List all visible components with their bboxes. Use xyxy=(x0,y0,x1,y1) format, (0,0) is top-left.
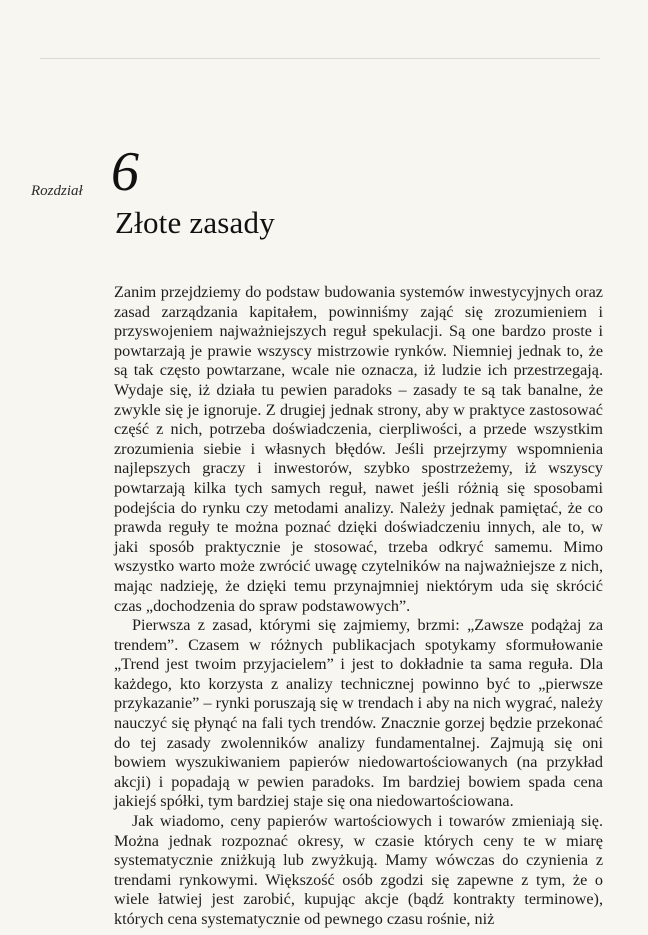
chapter-number: 6 xyxy=(111,141,139,203)
chapter-body xyxy=(114,283,603,930)
paragraph-3: Jak wiadomo, ceny papierów wartościowych i towarów zmieniają się. Można jednak rozpoznać okresy, w czasie których ceny te w miarę systematycznie zniżkują lub zwyżkują. Mamy wówczas do czynienia z trendami rynkowymi. Większość osób zgodzi się zapewne z tym, że o wiele łatwiej jest zarobić, kupując akcje (bądź kontrakty terminowe), których cena systematycznie od pewnego czasu rośnie, niż xyxy=(114,812,603,928)
chapter-title: Złote zasady xyxy=(115,205,275,240)
header-rule xyxy=(40,58,600,59)
paragraph-1: Zanim przejdziemy do podstaw budowania systemów inwestycyjnych oraz zasad zarządzania kapitałem, powinniśmy zająć się zrozumieniem i przyswojeniem najważniejszych reguł spekulacji. Są one bardzo proste i powtarzają je prawie wszyscy mistrzowie rynków. Niemniej jednak to, że są tak często powtarzane, wcale nie oznacza, iż ludzie ich przestrzegają. Wydaje się, iż działa tu pewien paradoks – zasady te są tak banalne, że zwykle się je ignoruje. Z drugiej jednak strony, aby w praktyce zastosować część z nich, potrzeba doświadczenia, cierpliwości, a przede wszystkim zrozumienia siebie i własnych błędów. Jeśli przejrzymy wspomnienia najlepszych graczy i inwestorów, szybko spostrzeżemy, iż wszyscy powtarzają kilka tych samych reguł, nawet jeśli różnią się sposobami podejścia do rynku czy metodami analizy. Należy jednak pamiętać, że co prawda reguły te można poznać dzięki doświadczeniu innych, ale to, w jaki sposób praktycznie je stosować, trzeba odkryć samemu. Mimo wszystko warto może zwrócić uwagę czytelników na najważniejsze z nich, mając nadzieję, że dzięki temu przynajmniej niektórym uda się skrócić czas „dochodzenia do spraw podstawowych”. xyxy=(114,283,603,615)
paragraph-2: Pierwsza z zasad, którymi się zajmiemy, brzmi: „Zawsze podążaj za trendem”. Czasem w różnych publikacjach spotykamy sformułowanie „Trend jest twoim przyjacielem” i jest to dokładnie ta sama reguła. Dla każdego, kto korzysta z analizy technicznej powinno być to „pierwsze przykazanie” – rynki poruszają się w trendach i aby na nich wygrać, należy nauczyć się płynąć na fali tych trendów. Znacznie gorzej będzie przekonać do tej zasady zwolenników analizy fundamentalnej. Zajmują się oni bowiem wyszukiwaniem papierów niedowartościowanych (na przykład akcji) i popadają w pewien paradoks. Im bardziej bowiem spada cena jakiejś spółki, tym bardziej staje się ona niedowartościowana. xyxy=(114,616,603,811)
chapter-label: Rozdział xyxy=(31,183,83,199)
